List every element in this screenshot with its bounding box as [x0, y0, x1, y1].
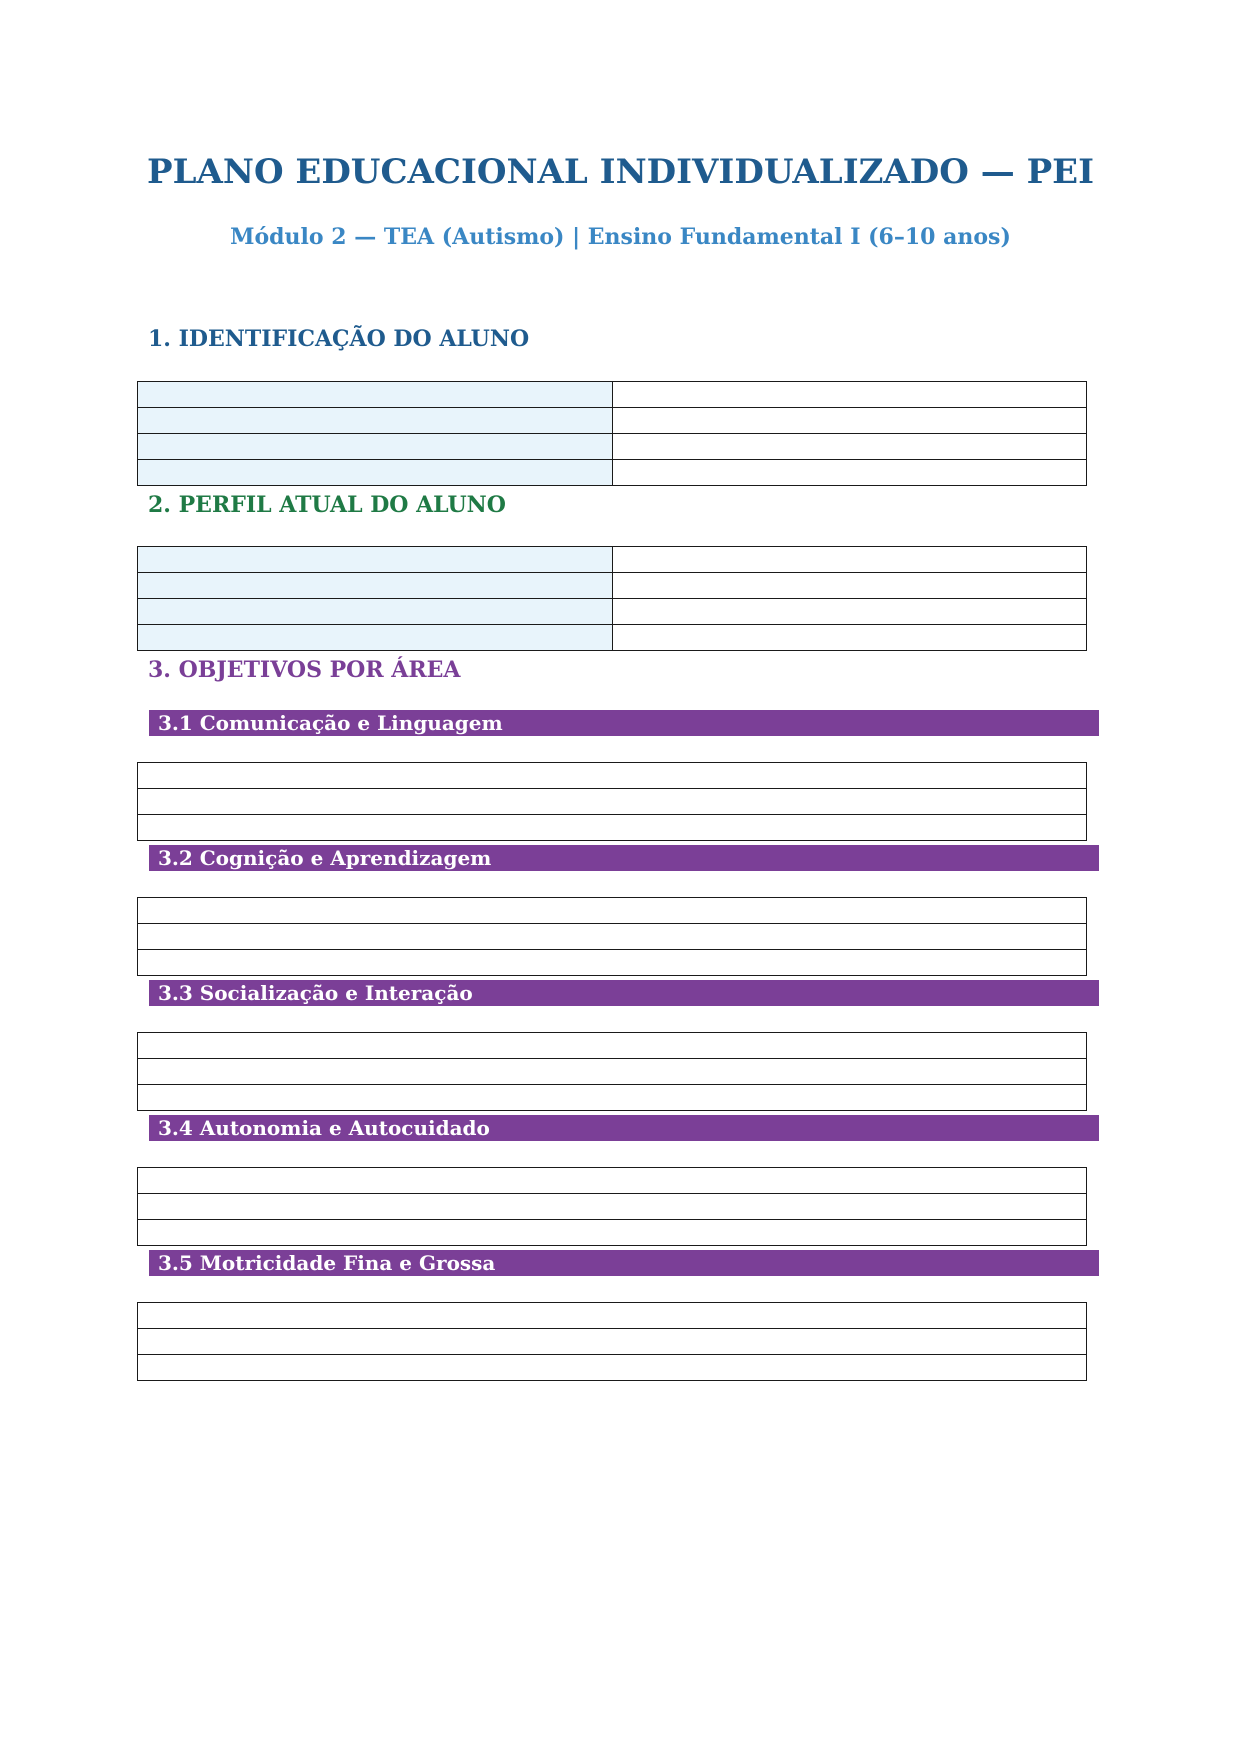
field-label-cell [138, 434, 613, 460]
area-heading-communication: 3.1 Comunicação e Linguagem [149, 710, 1099, 736]
field-label-cell [138, 547, 613, 573]
profile-table [137, 546, 1087, 651]
field-label-cell [138, 599, 613, 625]
section-heading-profile: 2. PERFIL ATUAL DO ALUNO [148, 492, 506, 518]
objective-cell[interactable] [138, 1168, 1087, 1194]
area-heading-cognition: 3.2 Cognição e Aprendizagem [149, 845, 1099, 871]
table-row [138, 763, 1087, 789]
field-value-cell[interactable] [613, 625, 1087, 651]
field-value-cell[interactable] [613, 547, 1087, 573]
field-label-cell [138, 625, 613, 651]
table-row [138, 1303, 1087, 1329]
field-value-cell[interactable] [613, 408, 1087, 434]
table-row [138, 547, 1087, 573]
field-label-cell [138, 382, 613, 408]
objectives-table-cognition [137, 897, 1087, 976]
table-row [138, 898, 1087, 924]
table-row [138, 1059, 1087, 1085]
table-row [138, 625, 1087, 651]
table-row [138, 1355, 1087, 1381]
objective-cell[interactable] [138, 1355, 1087, 1381]
area-heading-autonomy: 3.4 Autonomia e Autocuidado [149, 1115, 1099, 1141]
objectives-table-communication [137, 762, 1087, 841]
table-row [138, 1194, 1087, 1220]
field-value-cell[interactable] [613, 573, 1087, 599]
objective-cell[interactable] [138, 789, 1087, 815]
table-row [138, 573, 1087, 599]
table-row [138, 408, 1087, 434]
table-row [138, 924, 1087, 950]
objectives-table-motor-skills [137, 1302, 1087, 1381]
objective-cell[interactable] [138, 1329, 1087, 1355]
field-value-cell[interactable] [613, 382, 1087, 408]
table-row [138, 1168, 1087, 1194]
table-row [138, 1033, 1087, 1059]
area-heading-socialization: 3.3 Socialização e Interação [149, 980, 1099, 1006]
document-subtitle: Módulo 2 — TEA (Autismo) | Ensino Fundamental I (6–10 anos) [230, 224, 1011, 250]
objectives-table-autonomy [137, 1167, 1087, 1246]
objective-cell[interactable] [138, 1220, 1087, 1246]
field-label-cell [138, 573, 613, 599]
objective-cell[interactable] [138, 1303, 1087, 1329]
field-value-cell[interactable] [613, 434, 1087, 460]
table-row [138, 460, 1087, 486]
objective-cell[interactable] [138, 763, 1087, 789]
table-row [138, 789, 1087, 815]
table-row [138, 1329, 1087, 1355]
table-row [138, 434, 1087, 460]
table-row [138, 382, 1087, 408]
objective-cell[interactable] [138, 1194, 1087, 1220]
objective-cell[interactable] [138, 1085, 1087, 1111]
field-value-cell[interactable] [613, 460, 1087, 486]
section-heading-objectives: 3. OBJETIVOS POR ÁREA [148, 657, 461, 683]
field-label-cell [138, 408, 613, 434]
objective-cell[interactable] [138, 815, 1087, 841]
field-value-cell[interactable] [613, 599, 1087, 625]
objective-cell[interactable] [138, 898, 1087, 924]
table-row [138, 1085, 1087, 1111]
table-row [138, 950, 1087, 976]
document-title: PLANO EDUCACIONAL INDIVIDUALIZADO — PEI [147, 152, 1094, 192]
section-heading-identification: 1. IDENTIFICAÇÃO DO ALUNO [148, 326, 530, 352]
area-heading-motor-skills: 3.5 Motricidade Fina e Grossa [149, 1250, 1099, 1276]
objectives-table-socialization [137, 1032, 1087, 1111]
table-row [138, 1220, 1087, 1246]
objective-cell[interactable] [138, 924, 1087, 950]
objective-cell[interactable] [138, 950, 1087, 976]
identification-table [137, 381, 1087, 486]
objective-cell[interactable] [138, 1059, 1087, 1085]
table-row [138, 815, 1087, 841]
field-label-cell [138, 460, 613, 486]
table-row [138, 599, 1087, 625]
objective-cell[interactable] [138, 1033, 1087, 1059]
